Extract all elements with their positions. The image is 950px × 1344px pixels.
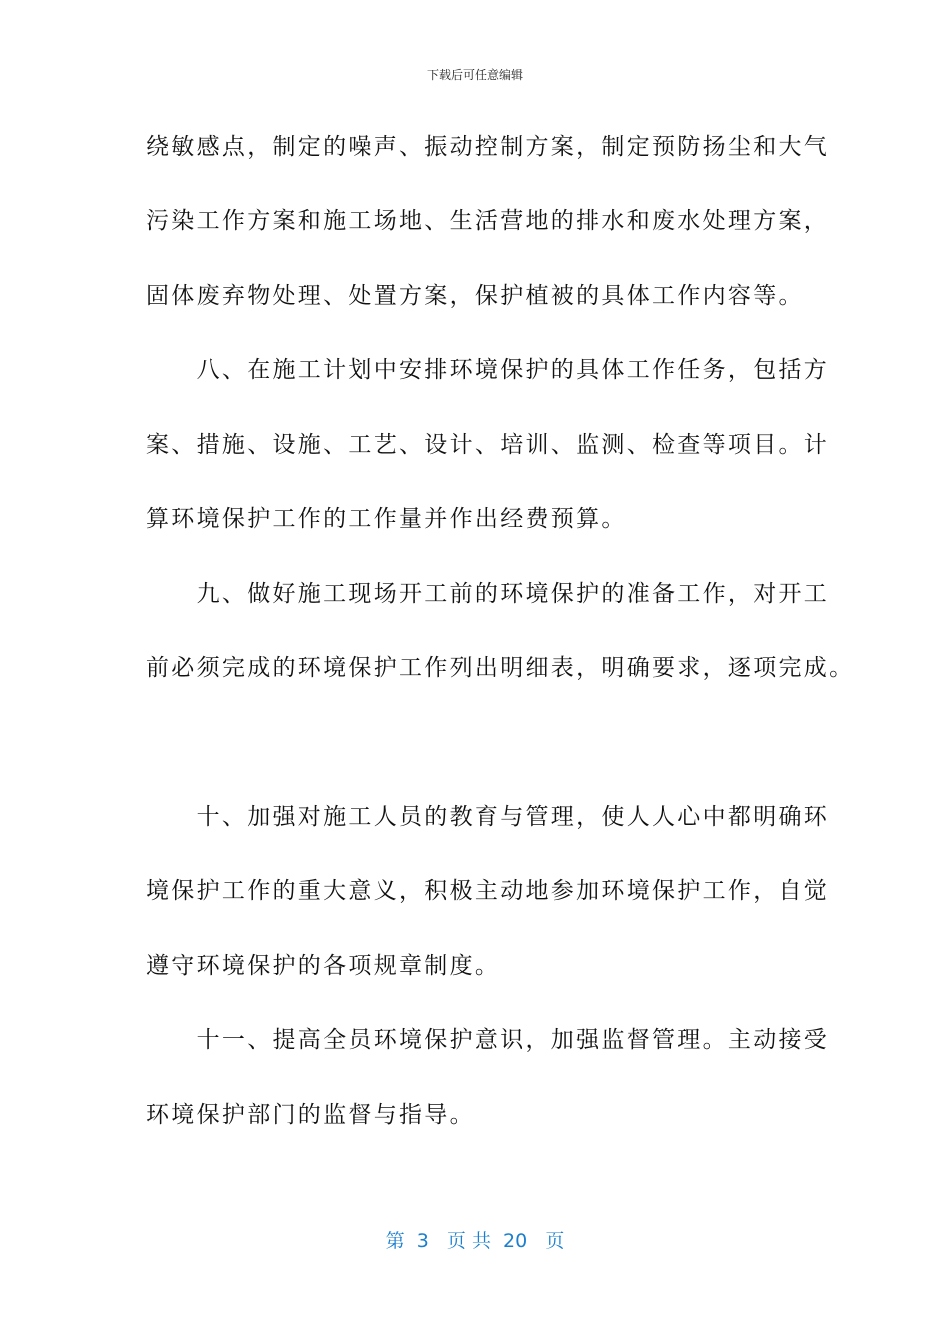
page-number: 第 3 页 共 20 页 bbox=[385, 1230, 565, 1252]
body-line: 八、在施工计划中安排环境保护的具体工作任务，包括方 bbox=[146, 357, 830, 383]
body-line: 案、措施、设施、工艺、设计、培训、监测、检查等项目。计 bbox=[146, 432, 830, 458]
body-line: 十一、提高全员环境保护意识，加强监督管理。主动接受 bbox=[146, 1027, 830, 1053]
body-line: 遵守环境保护的各项规章制度。 bbox=[146, 953, 501, 979]
body-line: 固体废弃物处理、处置方案，保护植被的具体工作内容等。 bbox=[146, 283, 804, 309]
body-line: 污染工作方案和施工场地、生活营地的排水和废水处理方案， bbox=[146, 208, 830, 234]
body-line: 前必须完成的环境保护工作列出明细表，明确要求，逐项完成。 bbox=[146, 655, 855, 681]
header-note: 下载后可任意编辑 bbox=[426, 68, 523, 82]
body-line: 绕敏感点，制定的噪声、振动控制方案，制定预防扬尘和大气 bbox=[146, 134, 830, 160]
body-line: 十、加强对施工人员的教育与管理，使人人心中都明确环 bbox=[146, 804, 830, 830]
body-line: 九、做好施工现场开工前的环境保护的准备工作，对开工 bbox=[146, 581, 830, 607]
body-line: 环境保护部门的监督与指导。 bbox=[146, 1102, 475, 1128]
body-line: 算环境保护工作的工作量并作出经费预算。 bbox=[146, 506, 627, 532]
body-line: 境保护工作的重大意义，积极主动地参加环境保护工作，自觉 bbox=[146, 878, 830, 904]
